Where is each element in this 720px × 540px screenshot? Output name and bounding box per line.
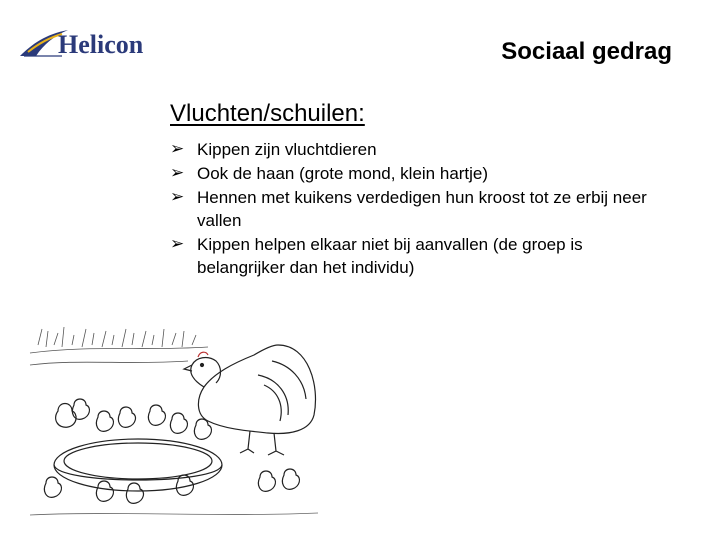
arrow-bullet-icon: ➢ — [170, 234, 185, 254]
arrow-bullet-icon: ➢ — [170, 163, 185, 183]
list-item — [170, 138, 670, 161]
list-item — [170, 233, 670, 279]
arrow-bullet-icon: ➢ — [170, 139, 185, 159]
bullet-list — [170, 138, 670, 280]
bullet-text: Hennen met kuikens verdedigen hun kroost tot ze erbij neer vallen — [197, 188, 647, 230]
list-item — [170, 162, 670, 185]
slide-title: Sociaal gedrag — [501, 38, 672, 65]
bullet-text: Ook de haan (grote mond, klein hartje) — [197, 164, 489, 183]
bullet-text: Kippen zijn vluchtdieren — [197, 140, 377, 159]
logo-text: Helicon — [58, 30, 144, 59]
hen-and-chicks-illustration — [28, 325, 320, 525]
bullet-text: Kippen helpen elkaar niet bij aanvallen (de groep is belangrijker dan het individu) — [197, 235, 583, 277]
arrow-bullet-icon: ➢ — [170, 187, 185, 207]
helicon-logo — [18, 22, 148, 62]
section-heading: Vluchten/schuilen: — [170, 100, 365, 127]
list-item — [170, 186, 670, 232]
